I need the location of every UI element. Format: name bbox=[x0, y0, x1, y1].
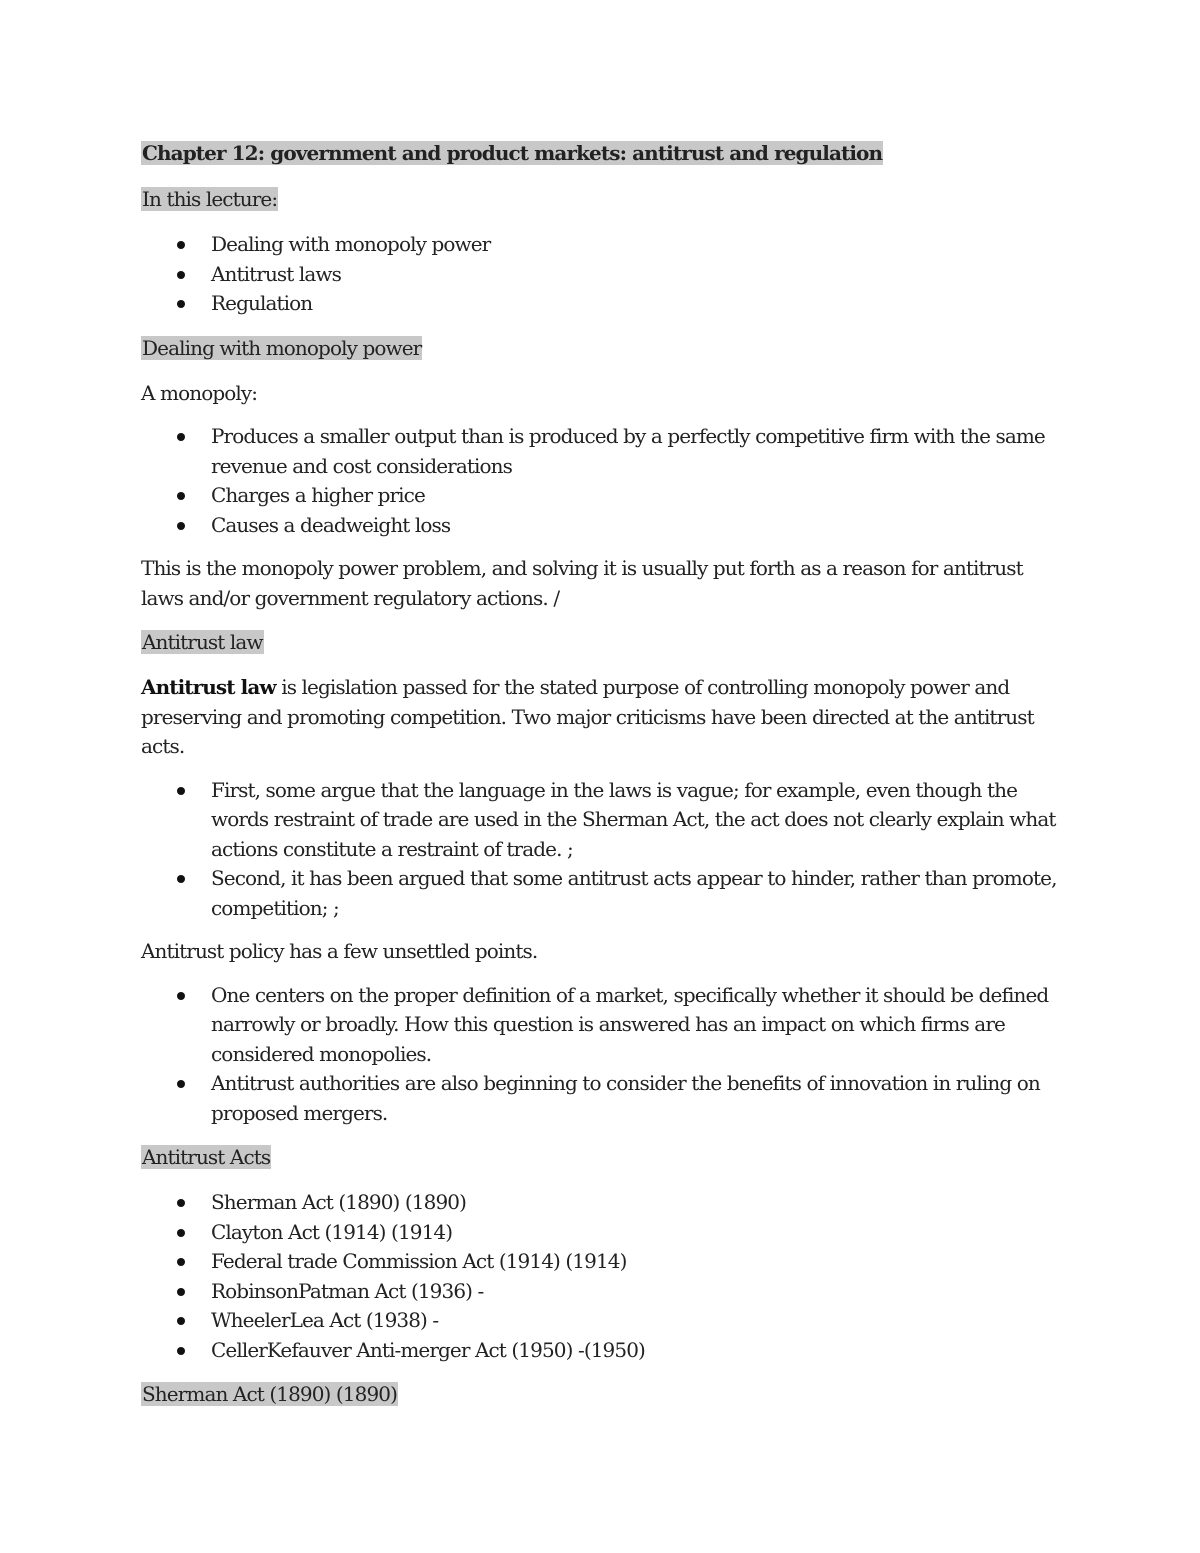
list-item: Charges a higher price bbox=[141, 481, 1066, 511]
section-heading-antitrust-law bbox=[141, 627, 1066, 658]
list-item: Antitrust laws bbox=[141, 260, 1066, 290]
acts-list bbox=[141, 1188, 1066, 1365]
antitrust-definition bbox=[141, 673, 1066, 762]
chapter-title bbox=[141, 138, 1066, 169]
policy-list bbox=[141, 981, 1066, 1129]
list-item: Dealing with monopoly power bbox=[141, 230, 1066, 260]
criticisms-list bbox=[141, 776, 1066, 924]
list-item: Regulation bbox=[141, 289, 1066, 319]
list-item: RobinsonPatman Act (1936) - bbox=[141, 1277, 1066, 1307]
section-heading-text: Antitrust law bbox=[142, 630, 263, 654]
list-item: First, some argue that the language in the laws is vague; for example, even though the words restraint of trade are used in the Sherman Act, the act does not clearly explain what actions constitute a restraint of trade. ; bbox=[141, 776, 1066, 865]
list-item: One centers on the proper definition of a market, specifically whether it should be defined narrowly or broadly. How this question is answered has an impact on which firms are considered monopolies. bbox=[141, 981, 1066, 1070]
list-item: Produces a smaller output than is produced by a perfectly competitive firm with the same revenue and cost considerations bbox=[141, 422, 1066, 481]
chapter-title-text: Chapter 12: government and product markets: antitrust and regulation bbox=[142, 141, 883, 165]
monopoly-lead: A monopoly: bbox=[141, 380, 258, 405]
monopoly-paragraph: This is the monopoly power problem, and solving it is usually put forth as a reason for antitrust laws and/or government regulatory actions. / bbox=[141, 556, 1023, 610]
section-heading-monopoly bbox=[141, 333, 1066, 364]
list-item: Sherman Act (1890) (1890) bbox=[141, 1188, 1066, 1218]
antitrust-definition-text: is legislation passed for the stated purpose of controlling monopoly power and preserving and promoting competition. Two major criticisms have been directed at the antitrust acts. bbox=[141, 675, 1034, 758]
section-heading-text: Sherman Act (1890) (1890) bbox=[142, 1382, 398, 1406]
list-item: Causes a deadweight loss bbox=[141, 511, 1066, 541]
list-item: Second, it has been argued that some antitrust acts appear to hinder, rather than promote, competition; ; bbox=[141, 864, 1066, 923]
list-item: CellerKefauver Anti-merger Act (1950) -(1950) bbox=[141, 1336, 1066, 1366]
section-heading-text: Dealing with monopoly power bbox=[142, 335, 422, 360]
section-heading-acts bbox=[141, 1142, 1066, 1173]
section-heading-text: Antitrust Acts bbox=[142, 1145, 271, 1169]
section-heading-sherman bbox=[141, 1379, 1066, 1410]
list-item: Federal trade Commission Act (1914) (1914) bbox=[141, 1247, 1066, 1277]
intro-list bbox=[141, 230, 1066, 319]
document-page bbox=[141, 138, 1066, 1425]
intro-label bbox=[141, 184, 1066, 215]
antitrust-term: Antitrust law bbox=[141, 675, 276, 699]
policy-lead: Antitrust policy has a few unsettled points. bbox=[141, 939, 538, 963]
list-item: WheelerLea Act (1938) - bbox=[141, 1306, 1066, 1336]
intro-label-text: In this lecture: bbox=[142, 187, 278, 211]
list-item: Antitrust authorities are also beginning to consider the benefits of innovation in ruling on proposed mergers. bbox=[141, 1069, 1066, 1128]
monopoly-list bbox=[141, 422, 1066, 540]
list-item: Clayton Act (1914) (1914) bbox=[141, 1218, 1066, 1248]
